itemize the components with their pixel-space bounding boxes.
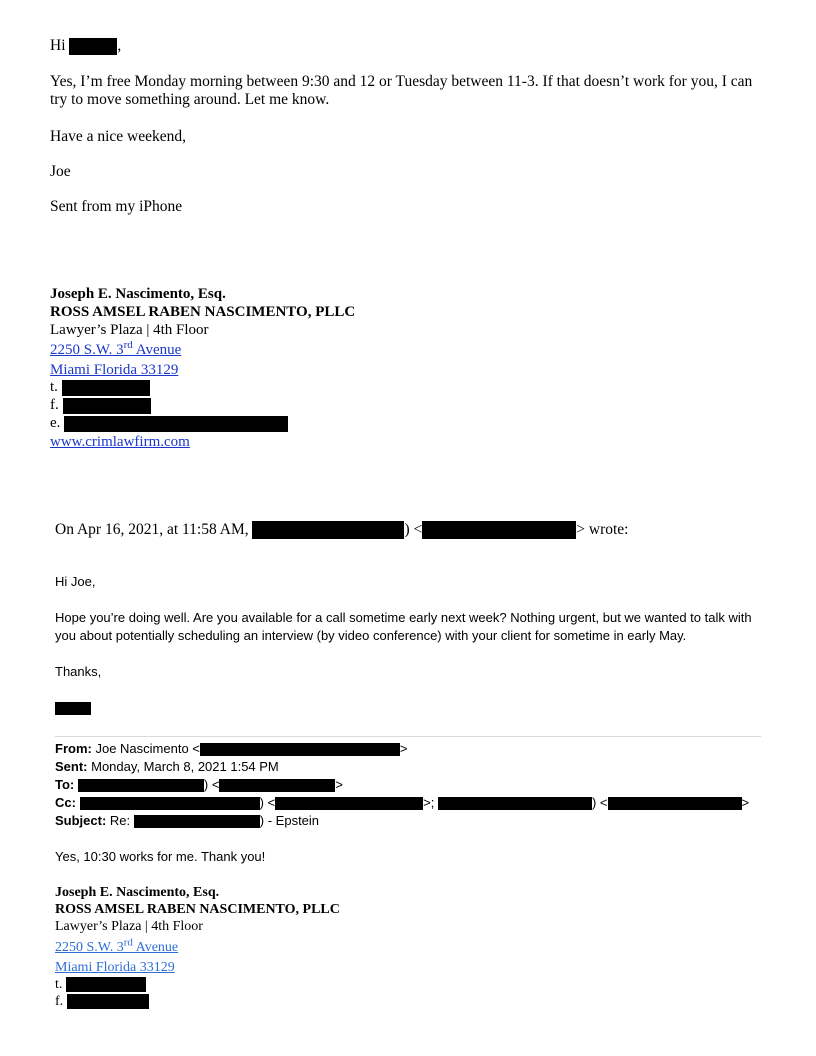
signature-firm: ROSS AMSEL RABEN NASCIMENTO, PLLC: [55, 902, 340, 917]
quoted-header-suffix: > wrote:: [576, 521, 629, 538]
email-label: e.: [50, 415, 61, 431]
reply-greeting-line: [50, 37, 121, 55]
signature-building: Lawyer’s Plaza | 4th Floor: [50, 322, 209, 338]
greeting-punct: ,: [117, 37, 122, 54]
sent-from-line: Sent from my iPhone: [50, 198, 183, 215]
quoted-header-prefix: On Apr 16, 2021, at 11:58 AM,: [55, 521, 249, 538]
cc-mid: ) <: [591, 795, 608, 810]
phone-line: [55, 977, 146, 993]
subject-line: [55, 813, 319, 828]
reply-name: Joe: [50, 163, 71, 180]
redaction-bar: [219, 779, 335, 792]
address-link[interactable]: [55, 936, 179, 956]
city-link[interactable]: Miami Florida 33129: [50, 362, 179, 378]
fax-label: f.: [55, 994, 64, 1009]
city-link[interactable]: Miami Florida 33129: [55, 960, 175, 975]
from-label: From:: [55, 741, 92, 756]
redaction-bar: [64, 416, 288, 432]
fax-line: [55, 994, 149, 1010]
redaction-bar: [78, 779, 204, 792]
redaction-bar: [67, 994, 149, 1009]
signature-firm: ROSS AMSEL RABEN NASCIMENTO, PLLC: [50, 304, 356, 320]
redaction-bar: [55, 702, 91, 715]
redaction-bar: [66, 977, 146, 992]
quoted-header: [55, 521, 628, 539]
address-sup: rd: [123, 339, 133, 351]
signature-name: Joseph E. Nascimento, Esq.: [50, 286, 226, 302]
address-sup: rd: [123, 936, 133, 949]
subject-label: Subject:: [55, 813, 107, 828]
from-close: >: [399, 741, 408, 756]
subject-value: Re:: [109, 813, 131, 828]
website-link[interactable]: www.crimlawfirm.com: [50, 434, 190, 450]
divider: [55, 736, 761, 737]
reply-body: Yes, I’m free Monday morning between 9:30 and 12 or Tuesday between 11-3. If that doesn’t work for you, I can try to move something around. Let me know.: [50, 73, 753, 108]
to-mid: ) <: [203, 777, 220, 792]
redaction-bar: [438, 797, 592, 810]
fax-line: [50, 397, 151, 414]
phone-label: t.: [55, 977, 63, 992]
cc-mid: ) <: [259, 795, 276, 810]
redaction-bar: [200, 743, 400, 756]
to-close: >: [335, 777, 344, 792]
quoted-greeting: Hi Joe,: [55, 574, 96, 589]
sent-label: Sent:: [55, 759, 88, 774]
address-link[interactable]: [50, 339, 182, 359]
to-line: [55, 777, 343, 792]
cc-separator: >;: [423, 795, 435, 810]
phone-label: t.: [50, 379, 58, 395]
redaction-bar: [252, 521, 404, 539]
redaction-bar: [80, 797, 260, 810]
fax-label: f.: [50, 397, 59, 413]
redaction-bar: [69, 38, 117, 55]
redaction-bar: [608, 797, 742, 810]
redaction-bar: [134, 815, 260, 828]
address-text: 2250 S.W. 3: [55, 940, 124, 955]
sent-value: Monday, March 8, 2021 1:54 PM: [91, 759, 279, 774]
sent-line: [55, 759, 279, 774]
quoted-header-paren: ) <: [404, 521, 423, 538]
redaction-bar: [422, 521, 576, 539]
redaction-bar: [63, 398, 151, 414]
phone-line: [50, 379, 150, 396]
greeting-text: Hi: [50, 37, 66, 54]
address-text: 2250 S.W. 3: [50, 342, 124, 358]
signature-name: Joseph E. Nascimento, Esq.: [55, 885, 220, 900]
signature-building: Lawyer’s Plaza | 4th Floor: [55, 919, 203, 934]
from-line: [55, 741, 407, 756]
quoted-body: Hope you’re doing well. Are you available for a call sometime early next week? Nothing urgent, but we wanted to talk with you about potentially scheduling an interview (by video conference) with your client for sometime in early May.: [55, 610, 752, 643]
email-line: [50, 415, 288, 432]
address-suffix: Avenue: [132, 940, 179, 955]
to-label: To:: [55, 777, 75, 792]
cc-close: >: [741, 795, 750, 810]
redaction-bar: [275, 797, 423, 810]
address-suffix: Avenue: [132, 342, 182, 358]
reply-closing: Have a nice weekend,: [50, 128, 186, 145]
cc-line: [55, 795, 749, 810]
forward-body: Yes, 10:30 works for me. Thank you!: [55, 849, 266, 864]
from-value: Joe Nascimento <: [95, 741, 200, 756]
subject-suffix: ) - Epstein: [259, 813, 320, 828]
cc-label: Cc:: [55, 795, 76, 810]
redaction-bar: [62, 380, 150, 396]
quoted-thanks: Thanks,: [55, 664, 102, 679]
